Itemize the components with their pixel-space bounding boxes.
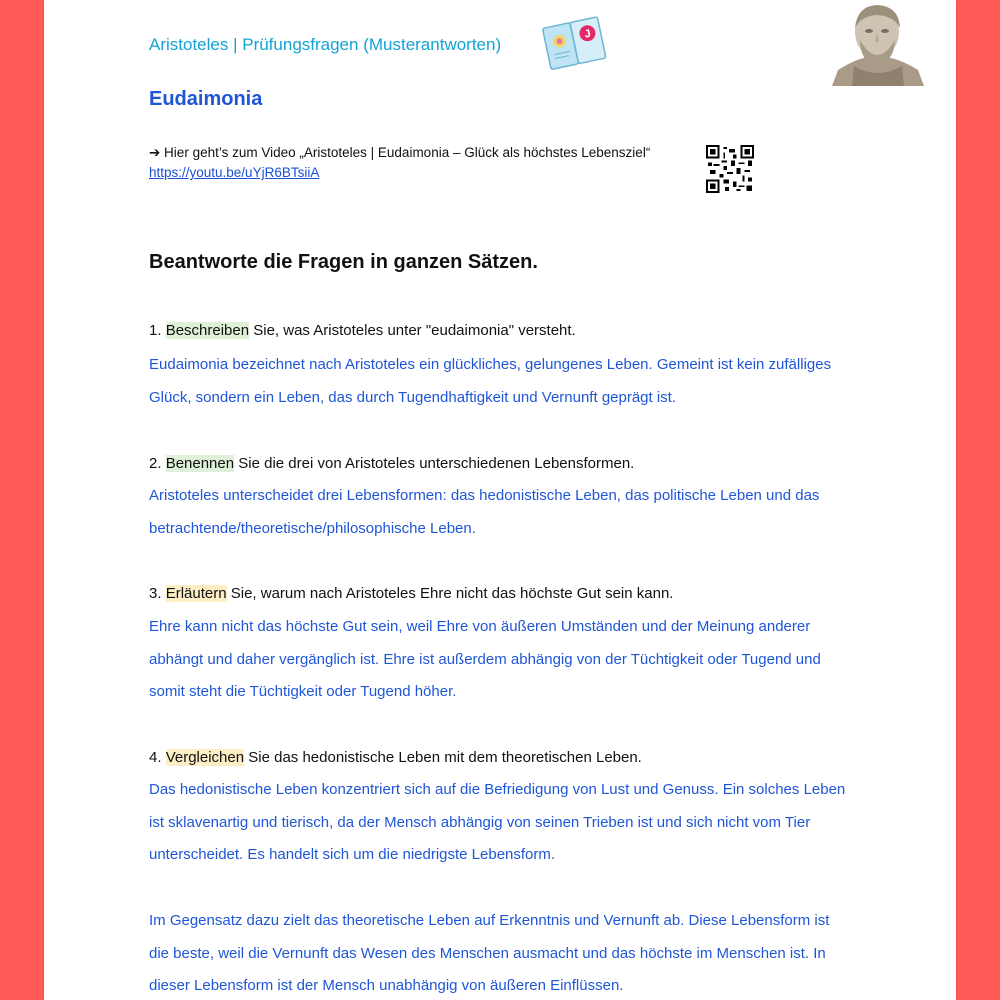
video-reference-text: ➔ Hier geht’s zum Video „Aristoteles | Eudaimonia – Glück als höchstes Lebensziel“ [149, 145, 651, 160]
question-2 [149, 455, 634, 472]
qr-code-icon[interactable] [706, 145, 754, 193]
answer-3: Ehre kann nicht das höchste Gut sein, weil Ehre von äußeren Umständen und der Meinung anderer abhängt und daher vergänglich ist. Ehre ist außerdem abhängig von der Tüchtigkeit oder Tugend und somit steht die Tüchtigkeit oder Tugend höher. [149, 618, 821, 700]
question-text: Sie die drei von Aristoteles unterschiedenen Lebensformen. [234, 455, 635, 472]
answer-2: Aristoteles unterscheidet drei Lebensformen: das hedonistische Leben, das politische Leben und das betrachtende/theoretische/philosophische Leben. [149, 487, 820, 537]
question-verb: Beschreiben [165, 322, 250, 339]
aristotle-bust-icon [824, 0, 930, 86]
instruction-heading: Beantworte die Fragen in ganzen Sätzen. [149, 251, 538, 273]
question-text: Sie, warum nach Aristoteles Ehre nicht das höchste Gut sein kann. [226, 585, 674, 602]
document-title: Eudaimonia [149, 88, 263, 110]
answer-4: Das hedonistische Leben konzentriert sich auf die Befriedigung von Lust und Genuss. Ein solches Leben ist sklavenartig und tierisch, da der Mensch abhängig von seinen Trieben ist und sich nicht vom Tier unterscheidet. Es handelt sich um die niedrigste Lebensform. [149, 781, 846, 863]
question-number: 1. [149, 322, 162, 339]
header-title: Aristoteles | Prüfungsfragen (Musterantworten) [149, 35, 502, 54]
question-number: 3. [149, 585, 162, 602]
answer-1: Eudaimonia bezeichnet nach Aristoteles ein glückliches, gelungenes Leben. Gemeint ist kein zufälliges Glück, sondern ein Leben, das durch Tugendhaftigkeit und Vernunft geprägt ist. [149, 356, 832, 406]
question-1 [149, 322, 576, 339]
svg-text:J: J [583, 27, 592, 41]
document-page [44, 0, 956, 1000]
question-4 [149, 749, 642, 766]
question-text: Sie, was Aristoteles unter "eudaimonia" versteht. [249, 322, 576, 339]
book-icon [540, 10, 610, 74]
question-number: 2. [149, 455, 162, 472]
question-verb: Benennen [165, 455, 235, 472]
video-link[interactable]: https://youtu.be/uYjR6BTsiiA [149, 165, 320, 180]
question-verb: Erläutern [165, 585, 227, 602]
question-number: 4. [149, 749, 162, 766]
question-text: Sie das hedonistische Leben mit dem theoretischen Leben. [244, 749, 642, 766]
question-3 [149, 585, 673, 602]
question-verb: Vergleichen [165, 749, 245, 766]
answer-4-continued: Im Gegensatz dazu zielt das theoretische Leben auf Erkenntnis und Vernunft ab. Diese Lebensform ist die beste, weil die Vernunft das Wesen des Menschen ausmacht und das höchste im Menschen ist. In dieser Lebensform ist der Mensch unabhängig von äußeren Einflüssen. [149, 912, 830, 994]
